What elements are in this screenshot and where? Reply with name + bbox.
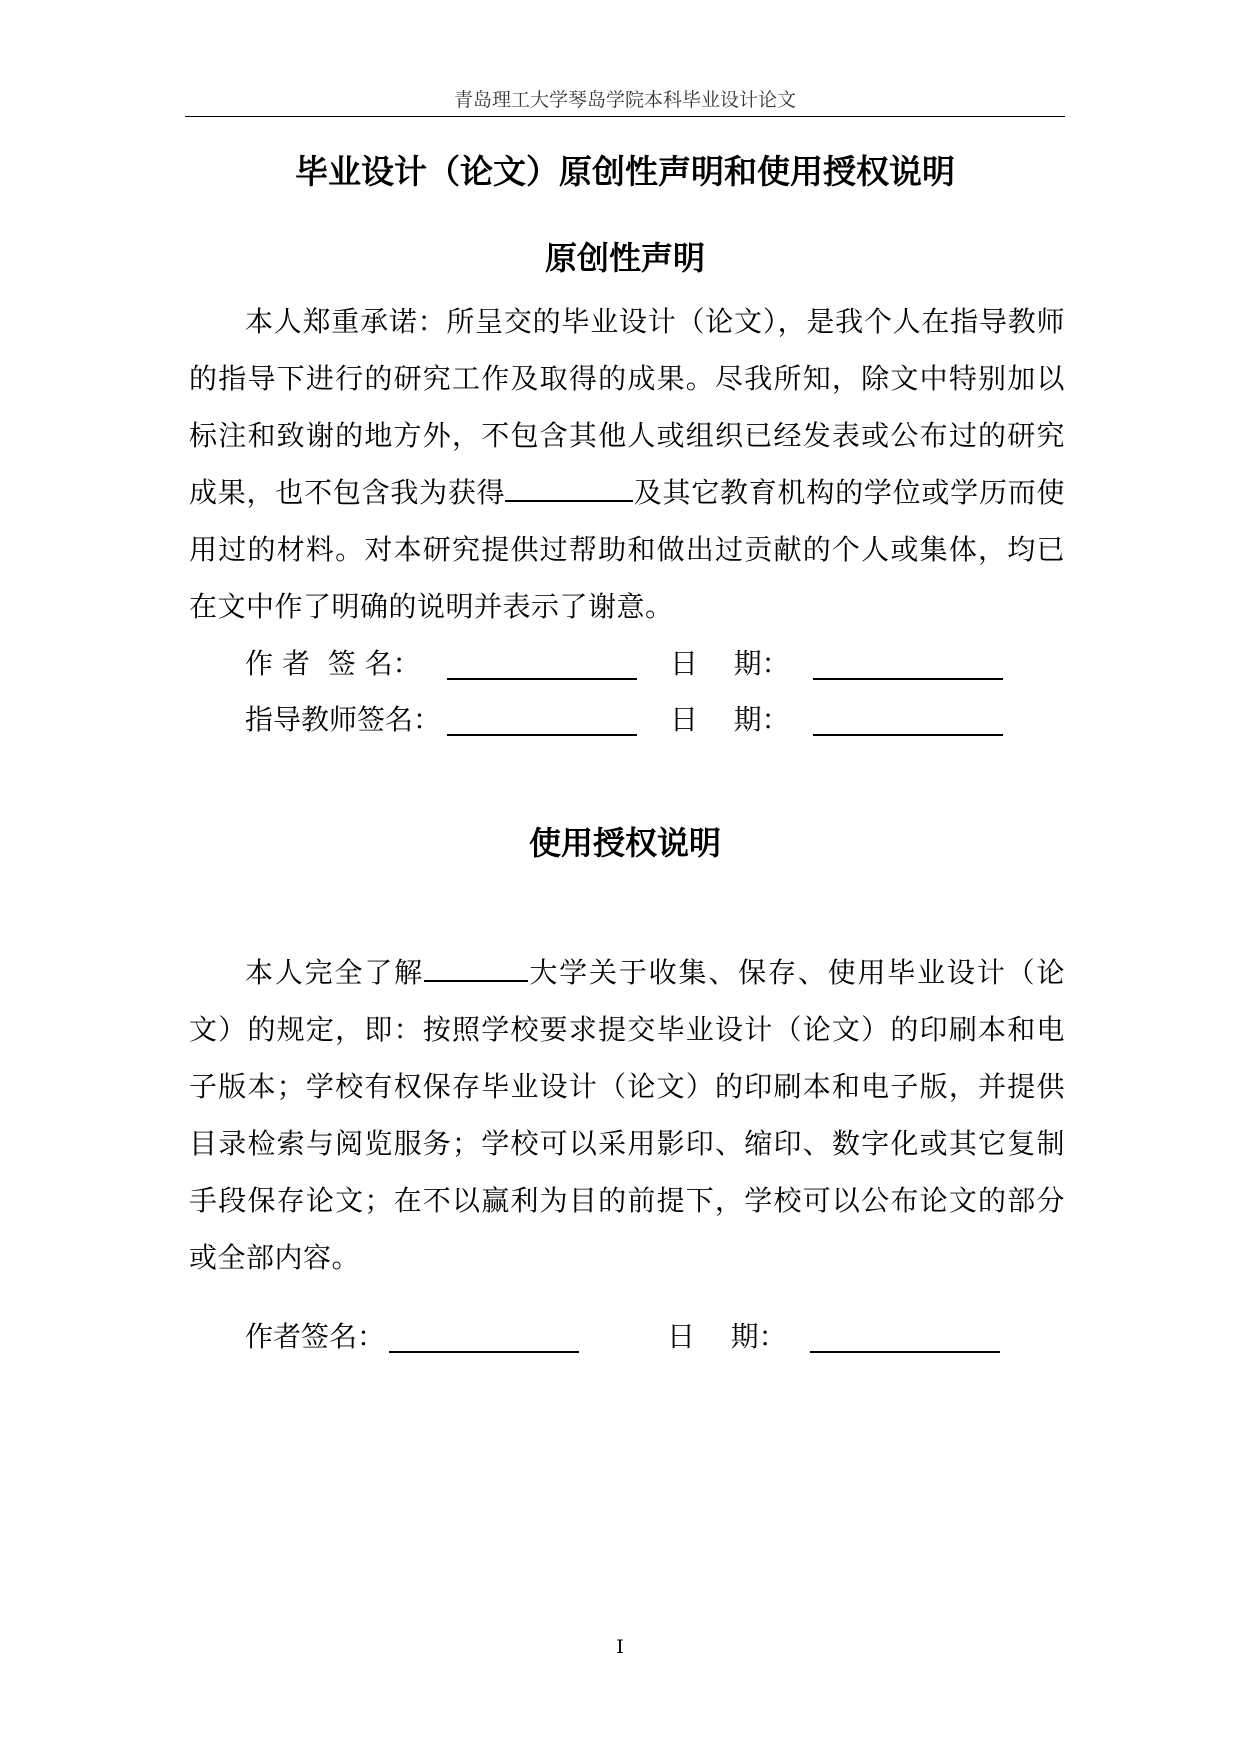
authorization-heading: 使用授权说明 bbox=[528, 824, 721, 862]
advisor-date-line bbox=[813, 734, 1003, 736]
originality-statement bbox=[189, 293, 1065, 635]
advisor-date-label: 日 期： bbox=[670, 703, 790, 736]
authorization-text-part-2: 大学关于收集、保存、使用毕业设计（论文）的规定，即：按照学校要求提交毕业设计（论文）的印刷本和电子版本；学校有权保存毕业设计（论文）的印刷本和电子版，并提供目录检索与阅览服务；学校可以采用影印、缩印、数字化或其它复制手段保存论文；在不以赢利为目的前提下，学校可以公布论文的部分或全部内容。 bbox=[189, 956, 1065, 1274]
authorization-date-label: 日 期： bbox=[667, 1320, 787, 1353]
originality-heading: 原创性声明 bbox=[544, 239, 705, 277]
advisor-signature-line bbox=[447, 734, 637, 736]
authorization-signature-line bbox=[389, 1351, 579, 1353]
advisor-signature-label: 指导教师签名： bbox=[245, 703, 442, 736]
header-rule bbox=[185, 116, 1065, 117]
page-header-title: 青岛理工大学琴岛学院本科毕业设计论文 bbox=[453, 89, 796, 111]
authorization-date-line bbox=[810, 1351, 1000, 1353]
originality-text-part-1: 本人郑重承诺：所呈交的毕业设计（论文），是我个人在指导教师的指导下进行的研究工作及取得的成果。尽我所知，除文中特别加以标注和致谢的地方外，不包含其他人或组织已经发表或公布过的研究成果，也不包含我为获得 bbox=[189, 305, 1065, 509]
author-date-label: 日 期： bbox=[670, 647, 790, 680]
author-signature-line bbox=[447, 678, 637, 680]
degree-institution-blank bbox=[505, 470, 633, 502]
author-signature-label: 作 者 签 名： bbox=[245, 647, 421, 680]
originality-text-part-2: 及其它教育机构的学位或学历而使用过的材料。对本研究提供过帮助和做出过贡献的个人或集体，均已在文中作了明确的说明并表示了谢意。 bbox=[189, 476, 1065, 623]
authorization-signature-label: 作者签名： bbox=[245, 1320, 386, 1353]
author-date-line bbox=[813, 678, 1003, 680]
advisor-signature-row bbox=[245, 700, 1065, 740]
university-name-blank bbox=[424, 950, 528, 982]
main-title: 毕业设计（论文）原创性声明和使用授权说明 bbox=[295, 152, 955, 191]
authorization-statement bbox=[189, 944, 1065, 1286]
page-number: I bbox=[616, 1636, 624, 1658]
authorization-signature-row bbox=[245, 1317, 1065, 1357]
authorization-text-part-1: 本人完全了解 bbox=[245, 956, 424, 989]
author-signature-row bbox=[245, 644, 1065, 684]
